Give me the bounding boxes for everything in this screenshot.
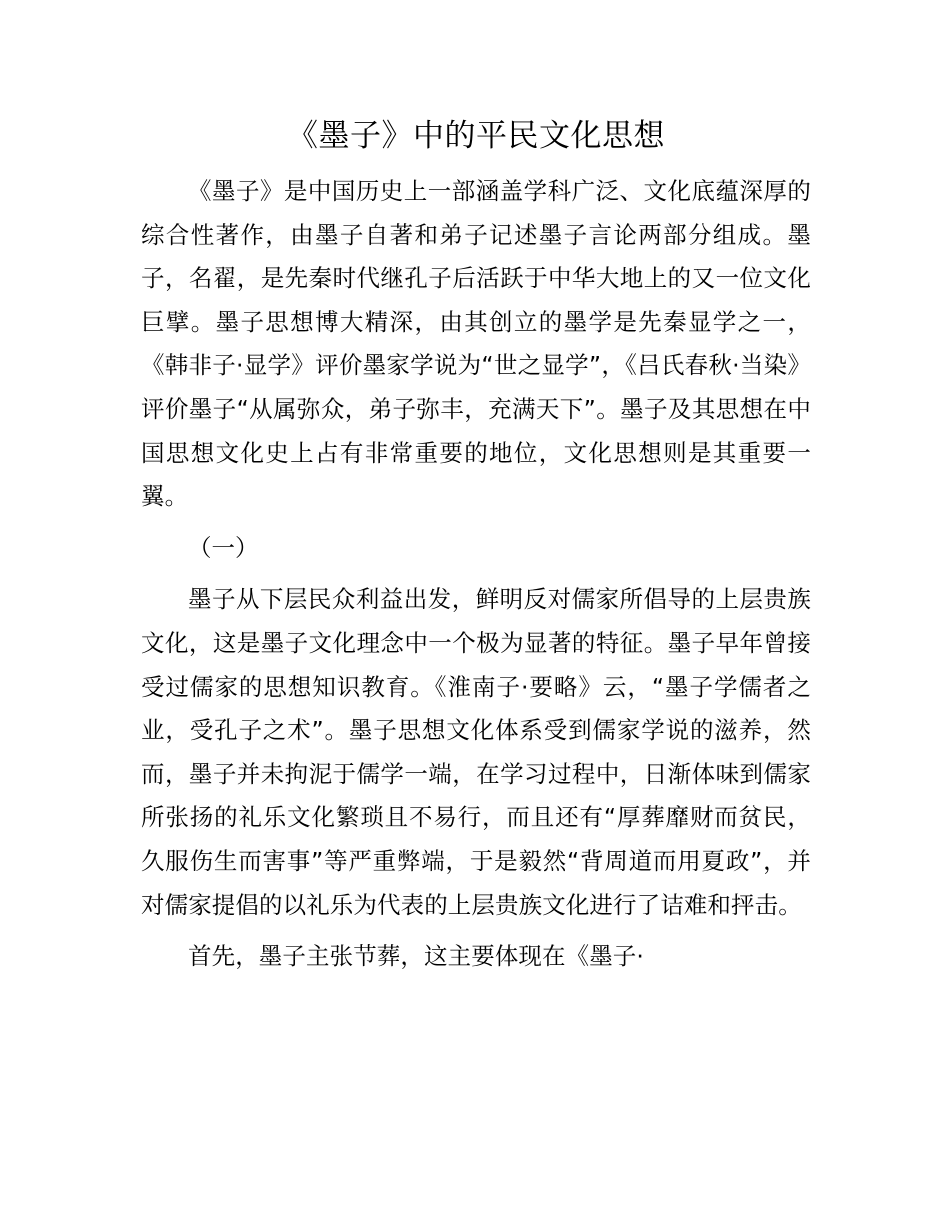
document-title: 《墨子》中的平民文化思想 [287, 118, 665, 154]
document-body [141, 112, 811, 987]
body-paragraph-continued: 首先，墨子主张节葬，这主要体现在《墨子· [188, 942, 644, 971]
intro-paragraph: 《墨子》是中国历史上一部涵盖学科广泛、文化底蕴深厚的综合性著作，由墨子自著和弟子记述墨子言论两部分组成。墨子，名翟，是先秦时代继孔子后活跃于中华大地上的又一位文化巨擘。墨子思想博大精深，由其创立的墨学是先秦显学之一，《韩非子·显学》评价墨家学说为“世之显学”，《吕氏春秋·当染》评价墨子“从属弥众，弟子弥丰，充满天下”。墨子及其思想在中国思想文化史上占有非常重要的地位，文化思想则是其重要一翼。 [141, 177, 811, 511]
section-heading: （一） [188, 533, 259, 562]
body-paragraph: 墨子从下层民众利益出发，鲜明反对儒家所倡导的上层贵族文化，这是墨子文化理念中一个极为显著的特征。墨子早年曾接受过儒家的思想知识教育。《淮南子·要略》云，“墨子学儒者之业，受孔子之术”。墨子思想文化体系受到儒家学说的滋养，然而，墨子并未拘泥于儒学一端，在学习过程中，日渐体味到儒家所张扬的礼乐文化繁琐且不易行，而且还有“厚葬靡财而贫民，久服伤生而害事”等严重弊端，于是毅然“背周道而用夏政”，并对儒家提倡的以礼乐为代表的上层贵族文化进行了诘难和抨击。 [141, 585, 811, 919]
